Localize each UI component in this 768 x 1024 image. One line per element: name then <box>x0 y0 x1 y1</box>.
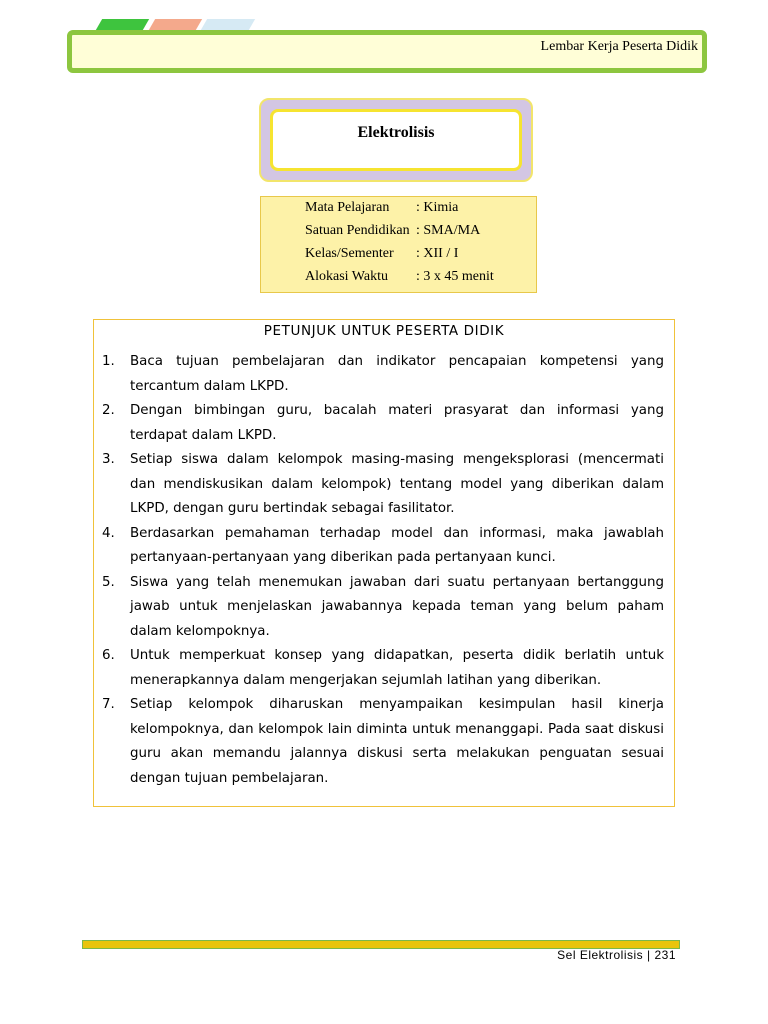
info-label: Alokasi Waktu <box>305 269 388 284</box>
header-tab-salmon <box>149 19 202 30</box>
list-item <box>102 644 664 693</box>
item-text: Siswa yang telah menemukan jawaban dari suatu pertanyaan bertanggung jawab untuk menjelaskan jawabannya kepada teman yang belum paham dalam kelompoknya. <box>130 574 664 639</box>
list-item <box>102 571 664 645</box>
instructions-box <box>93 319 675 807</box>
item-number: 2. <box>102 403 115 418</box>
header-tab-green <box>96 19 149 30</box>
info-value: : Kimia <box>416 200 459 215</box>
footer-page-label: Sel Elektrolisis | 231 <box>557 948 676 962</box>
item-number: 6. <box>102 648 115 663</box>
info-label: Satuan Pendidikan <box>305 223 410 238</box>
info-label: Kelas/Sementer <box>305 246 394 261</box>
info-label: Mata Pelajaran <box>305 200 390 215</box>
item-text: Berdasarkan pemahaman terhadap model dan informasi, maka jawablah pertanyaan-pertanyaan yang diberikan pada pertanyaan kunci. <box>130 525 664 565</box>
item-number: 5. <box>102 574 115 590</box>
instructions-title: PETUNJUK UNTUK PESERTA DIDIK <box>263 323 505 339</box>
item-text: Baca tujuan pembelajaran dan indikator pencapaian kompetensi yang tercantum dalam LKPD. <box>130 354 664 394</box>
instructions-list <box>102 350 664 791</box>
page-header <box>67 30 707 73</box>
info-row <box>305 244 459 264</box>
title-box <box>270 109 522 171</box>
info-value: : 3 x 45 menit <box>416 269 494 284</box>
info-value: : SMA/MA <box>416 223 481 238</box>
item-number: 4. <box>102 525 115 541</box>
list-item <box>102 522 664 571</box>
item-text: Setiap kelompok diharuskan menyampaikan kesimpulan hasil kinerja kelompoknya, dan kelompok lain diminta untuk menanggapi. Pada saat diskusi guru akan memandu jalannya diskusi serta melakukan penguatan sesuai dengan tujuan pembelajaran. <box>130 697 664 786</box>
list-item <box>102 350 664 399</box>
header-title: Lembar Kerja Peserta Didik <box>540 39 698 54</box>
item-number: 1. <box>102 354 115 369</box>
list-item <box>102 399 664 448</box>
info-row <box>305 221 481 241</box>
info-value: : XII / I <box>416 246 459 261</box>
list-item <box>102 448 664 522</box>
info-row <box>305 267 494 287</box>
info-row <box>305 198 459 218</box>
header-tab-blue <box>201 19 255 30</box>
item-text: Setiap siswa dalam kelompok masing-masing mengeksplorasi (mencermati dan mendiskusikan dalam kelompok) tentang model yang diberikan dalam LKPD, dengan guru bertindak sebagai fasilitator. <box>130 452 664 516</box>
list-item <box>102 693 664 791</box>
item-text: Untuk memperkuat konsep yang didapatkan, peserta didik berlatih untuk menerapkannya dalam mengerjakan sejumlah latihan yang diberikan. <box>130 648 664 688</box>
item-number: 3. <box>102 452 115 467</box>
item-number: 7. <box>102 697 115 712</box>
title-frame <box>259 98 533 182</box>
document-title: Elektrolisis <box>357 124 435 141</box>
subject-info-box <box>260 196 537 293</box>
item-text: Dengan bimbingan guru, bacalah materi prasyarat dan informasi yang terdapat dalam LKPD. <box>130 403 664 443</box>
